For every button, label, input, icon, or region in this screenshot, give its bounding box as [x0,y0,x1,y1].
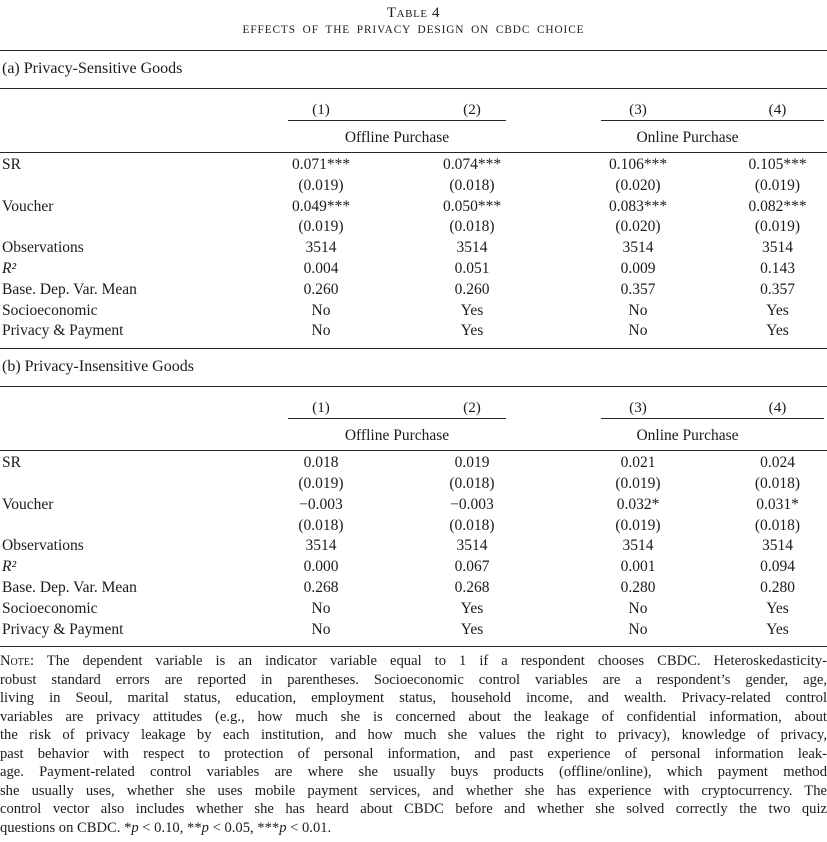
column-number-2: (2) [463,399,481,417]
cell-value: Yes [460,599,484,617]
paper-page [0,5,827,837]
row-label [0,301,246,322]
header-body-rule [0,152,827,153]
group-header-online: Online Purchase [636,427,739,445]
cell-value: No [311,599,331,617]
row-label-text: Base. Dep. Var. Mean [2,280,137,298]
cell-value: (0.018) [449,176,495,194]
row-label [0,495,246,516]
note-text: < 0.01. [286,819,332,836]
cell-value: 0.143 [760,259,795,277]
cell-value: No [311,620,331,638]
cell-value: 0.074*** [442,156,502,173]
row-label-text: Base. Dep. Var. Mean [2,578,137,596]
cell-value: Yes [766,620,789,638]
column-number-1: (1) [312,101,330,118]
cell-value: 0.051 [454,259,490,277]
cell-value: 0.268 [303,578,339,596]
note-italic-p: p [279,819,287,836]
note-text: control vector also includes whether she has heard about CBDC before and whether she solved correctly the two quiz [0,801,827,818]
cell-value: 3514 [762,537,793,555]
cell-value: 0.067 [454,558,490,576]
cell-value: (0.020) [615,176,661,194]
row-label-text: Socioeconomic [2,599,98,617]
cell-value: Yes [766,301,789,319]
panel-b [0,348,827,646]
cell-value: (0.019) [754,176,801,194]
column-number-1: (1) [312,399,330,417]
note-significance-stars: *** [257,819,280,836]
note-text: variables are privacy attitudes (e.g., how much she is concerned about the leakage of confidential information, about [0,708,827,725]
cell-value: 0.031* [756,495,799,513]
cell-value: No [628,322,648,340]
note-line [0,782,827,801]
cell-value: (0.019) [298,176,344,194]
cell-value: No [628,599,648,617]
table-subtitle: EFFECTS OF THE PRIVACY DESIGN ON CBDC CHOICE [242,24,585,36]
cell-value: 0.000 [303,558,339,576]
cell-value: No [311,322,331,340]
row-label [0,453,246,474]
cell-value: (0.018) [449,218,495,236]
cell-value: No [628,620,648,638]
cell-value: (0.018) [298,516,344,534]
cell-value: 3514 [456,239,488,257]
row-label-text: Socioeconomic [2,301,98,319]
grouphead-spacer [0,121,246,149]
column-number-3: (3) [629,399,647,417]
note-line [0,652,827,671]
note-text: : The dependent variable is an indicator variable equal to 1 if a respondent chooses CBDC. Heteroskedasticity- [29,653,827,670]
note-text: questions on CBDC. [0,819,125,836]
cell-value: 0.083*** [608,197,668,215]
row-label [0,599,246,620]
cell-value: 0.050*** [442,197,502,215]
row-label [0,238,246,259]
note-line [0,671,827,690]
cell-value: 3514 [622,239,654,257]
note-line [0,819,827,838]
table-note [0,652,827,837]
cell-value: 0.021 [620,454,656,472]
grouphead-spacer [0,419,246,447]
note-smallcaps: Note [0,653,30,670]
cell-value: No [628,301,648,319]
column-number-2: (2) [463,101,481,118]
row-label [0,557,246,578]
cell-value: (0.018) [754,516,801,534]
table-panels [0,50,827,646]
note-text: < 0.10, [138,819,188,836]
header-body-rule [0,450,827,451]
results-grid-b [0,387,827,640]
column-number-4: (4) [768,399,787,417]
cell-value: 0.018 [303,454,339,472]
cell-value: 3514 [456,537,488,555]
cell-value: −0.003 [450,495,494,513]
row-label [0,474,246,495]
table-bottom-rule [0,646,827,647]
note-line [0,745,827,764]
cell-value: 0.082*** [748,197,807,215]
row-label-text: Privacy & Payment [2,322,124,340]
cell-value: 0.001 [620,558,656,576]
table-title: Table 4 [386,5,441,21]
note-line [0,763,827,782]
cell-value: 0.357 [760,280,795,298]
note-text: living in Seoul, marital status, education, employment status, household income, and wealth. Privacy-related control [0,690,827,707]
cell-value: 0.280 [620,578,656,596]
note-text: past behavior with respect to protection of personal information, and past experience of personal information leak- [0,745,827,762]
note-line [0,708,827,727]
row-label-text: Observations [2,239,84,257]
note-italic-p: p [201,819,209,836]
cell-value: 0.268 [454,578,490,596]
cell-value: (0.019) [615,516,661,534]
cell-value: (0.020) [615,218,661,236]
cell-value: Yes [766,322,789,340]
note-line [0,800,827,819]
cell-value: 3514 [762,239,793,257]
cell-value: 3514 [305,537,337,555]
cell-value: (0.018) [754,474,801,492]
panel-label-b: (b) Privacy-Insensitive Goods [2,358,194,376]
column-number-3: (3) [629,101,647,118]
note-text: the risk of privacy leakage by each institution, and how much she values the right to privacy), knowledge of privacy, [0,727,827,744]
cell-value: (0.019) [298,474,344,492]
cell-value: (0.019) [615,474,661,492]
note-line [0,689,827,708]
row-label [0,620,246,641]
cell-value: Yes [460,620,484,638]
row-label-text: SR [2,156,21,173]
note-line [0,726,827,745]
cell-value: −0.003 [299,495,343,513]
cell-value: (0.019) [298,218,344,236]
cell-value: (0.018) [449,474,495,492]
cell-value: 0.280 [760,578,795,596]
panel-a [0,50,827,348]
row-label [0,176,246,197]
group-header-online: Online Purchase [636,129,739,146]
results-grid-a [0,89,827,342]
cell-value: 3514 [622,537,654,555]
row-label-text: R² [2,259,17,277]
panel-label-a: (a) Privacy-Sensitive Goods [2,60,183,77]
note-significance-stars: ** [187,819,202,836]
cell-value: 0.260 [303,280,339,298]
cell-value: (0.019) [754,218,801,236]
cell-value: Yes [460,322,484,340]
row-label-text: Voucher [2,495,54,513]
row-label-text: Observations [2,537,84,555]
row-label [0,536,246,557]
cell-value: (0.018) [449,516,495,534]
corner-cell [0,387,246,418]
note-text: robust standard errors are reported in parentheses. Socioeconomic control variables are a respondent’s gender, age, [0,671,827,688]
cell-value: No [311,301,331,319]
row-label [0,197,246,218]
corner-cell [0,89,246,120]
row-label-text: Privacy & Payment [2,620,124,638]
row-label [0,259,246,280]
row-label [0,217,246,238]
row-label [0,321,246,342]
note-text: she usually uses, whether she uses mobile payment services, and whether she has experience with cryptocurrency. The [0,782,827,799]
cell-value: 0.105*** [748,156,807,173]
note-text: < 0.05, [208,819,258,836]
row-label-text: R² [2,558,17,576]
row-label-text: Voucher [2,197,54,215]
row-label [0,155,246,176]
cell-value: 0.094 [760,558,795,576]
cell-value: Yes [766,599,789,617]
row-label [0,280,246,301]
cell-value: Yes [460,301,484,319]
cell-value: 0.260 [454,280,490,298]
cell-value: 0.004 [303,259,339,277]
cell-value: 0.049*** [291,197,351,215]
cell-value: 0.357 [620,280,656,298]
note-italic-p: p [131,819,139,836]
cell-value: 3514 [305,239,337,257]
cell-value: 0.032* [616,495,660,513]
cell-value: 0.071*** [291,156,351,173]
note-significance-stars: * [124,819,132,836]
note-text: age. Payment-related control variables are where she usually buys products (offline/online), which payment method [0,764,827,781]
cell-value: 0.024 [760,454,795,472]
group-header-offline: Offline Purchase [344,129,450,146]
group-header-offline: Offline Purchase [344,427,450,445]
row-label [0,516,246,537]
cell-value: 0.106*** [608,156,668,173]
cell-value: 0.009 [620,259,656,277]
row-label-text: SR [2,454,21,472]
column-number-4: (4) [768,101,787,118]
row-label [0,578,246,599]
cell-value: 0.019 [454,454,490,472]
